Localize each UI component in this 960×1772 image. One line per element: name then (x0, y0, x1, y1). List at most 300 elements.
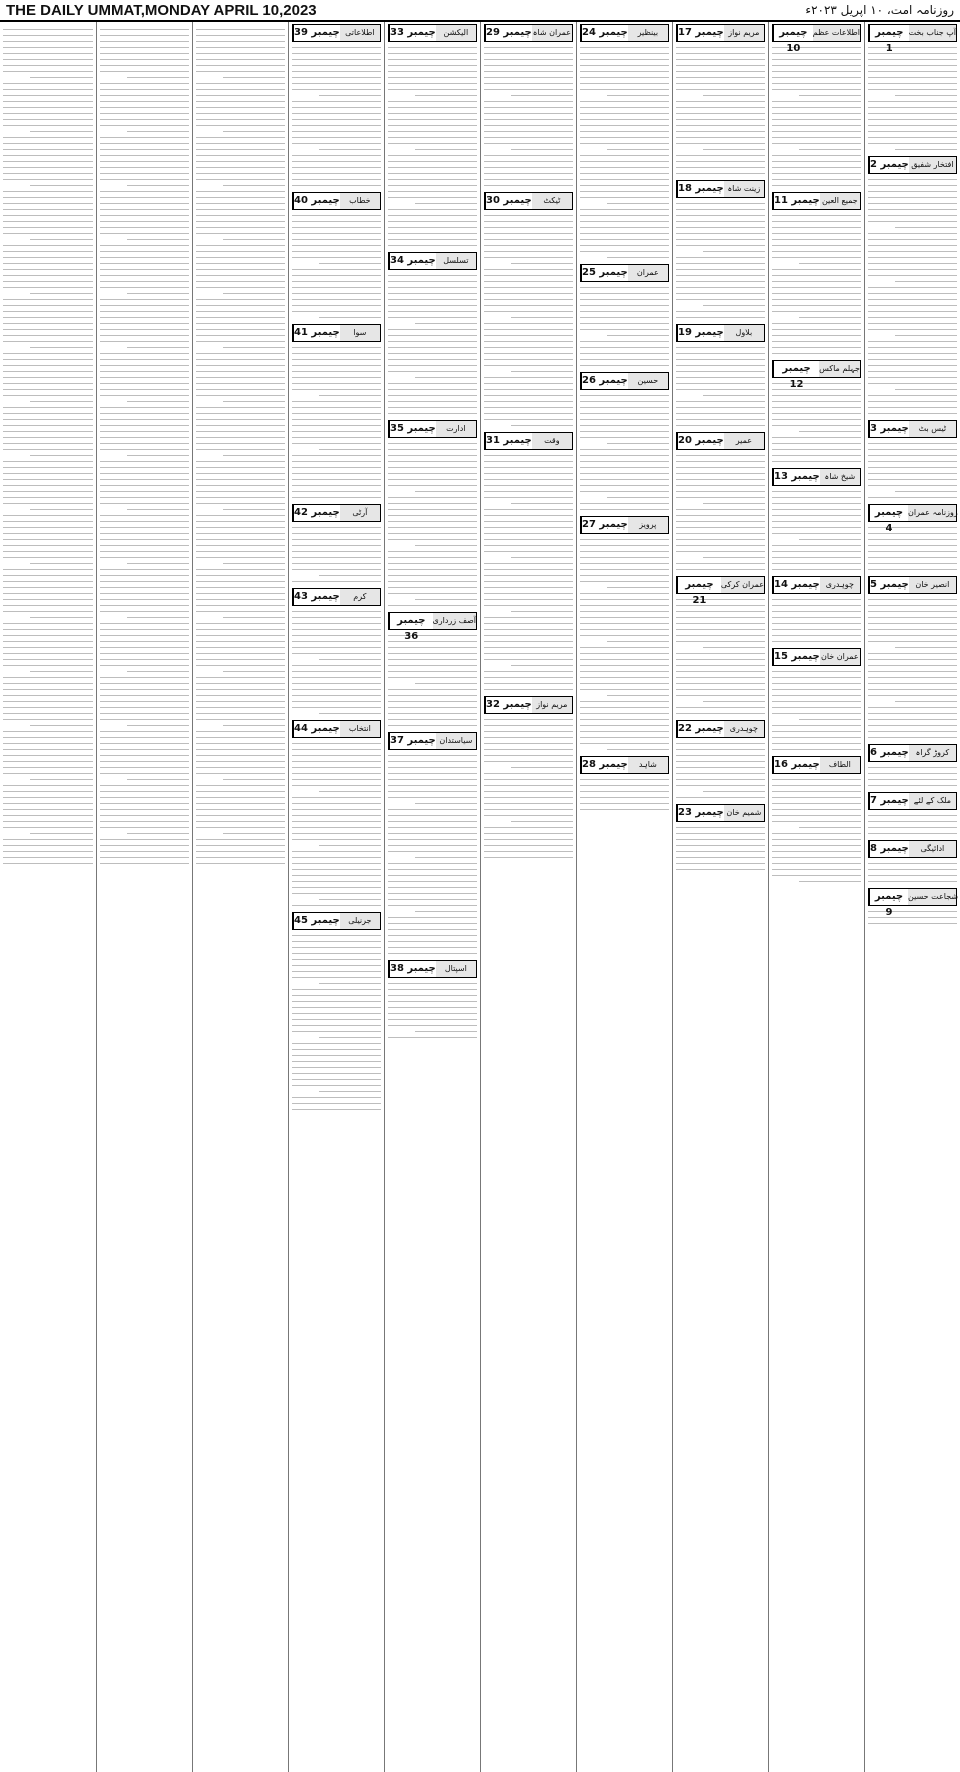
text-line (868, 323, 957, 324)
item-number: چیمبر 7 (869, 793, 909, 809)
text-line (868, 773, 957, 774)
text-line (292, 761, 381, 762)
text-line (223, 347, 285, 348)
text-line (196, 581, 285, 582)
text-line (388, 341, 477, 342)
news-item (676, 576, 765, 714)
text-line (868, 659, 957, 660)
text-line (868, 59, 957, 60)
text-line (388, 1025, 477, 1026)
item-badge (580, 756, 669, 774)
item-number: چیمبر 37 (389, 733, 436, 749)
news-item (676, 804, 765, 870)
article-text-lines (868, 47, 957, 150)
text-line (676, 641, 765, 642)
text-line (703, 305, 765, 306)
text-line (3, 815, 93, 816)
text-line (868, 257, 957, 258)
article-text-lines (772, 383, 861, 462)
news-item (292, 504, 381, 582)
text-line (388, 347, 477, 348)
text-line (100, 569, 189, 570)
text-line (3, 317, 93, 318)
text-line (484, 215, 573, 216)
item-title: چوہدری (825, 580, 854, 589)
text-line (388, 53, 477, 54)
text-line (580, 491, 669, 492)
text-line (676, 293, 765, 294)
text-line (388, 695, 477, 696)
text-line (100, 857, 189, 858)
text-line (196, 341, 285, 342)
text-line (196, 215, 285, 216)
item-number: چیمبر 5 (869, 577, 909, 593)
text-line (196, 785, 285, 786)
text-line (292, 707, 381, 708)
text-line (772, 395, 861, 396)
text-line (292, 305, 381, 306)
text-line (868, 131, 957, 132)
text-line (196, 377, 285, 378)
text-line (580, 683, 669, 684)
text-line (484, 113, 573, 114)
text-line (127, 401, 189, 402)
text-line (3, 653, 93, 654)
text-line (292, 1043, 381, 1044)
text-line (772, 797, 861, 798)
text-line (676, 479, 765, 480)
text-line (484, 851, 573, 852)
text-line (580, 743, 669, 744)
text-line (196, 851, 285, 852)
article-text-lines (772, 599, 861, 642)
text-line (484, 461, 573, 462)
text-line (772, 689, 861, 690)
item-title: کرم (353, 592, 367, 601)
urdu-masthead: روزنامہ امت، ۱۰ اپریل ۲۰۲۳ء (805, 3, 954, 17)
item-number: چیمبر 42 (293, 505, 340, 521)
item-title: زینت شاہ (727, 184, 761, 193)
text-line (607, 641, 669, 642)
text-line (772, 671, 861, 672)
text-line (868, 413, 957, 414)
news-item (868, 840, 957, 882)
text-line (292, 971, 381, 972)
text-line (772, 53, 861, 54)
text-line (292, 779, 381, 780)
text-line (484, 647, 573, 648)
text-line (868, 371, 957, 372)
text-line (580, 713, 669, 714)
text-line (388, 581, 477, 582)
text-line (868, 71, 957, 72)
text-line (100, 629, 189, 630)
item-badge (772, 648, 861, 666)
text-line (196, 479, 285, 480)
text-line (292, 173, 381, 174)
text-line (196, 431, 285, 432)
text-line (100, 371, 189, 372)
text-line (319, 263, 381, 264)
news-item (772, 648, 861, 750)
article-text-lines (484, 719, 573, 858)
text-line (388, 935, 477, 936)
text-line (292, 995, 381, 996)
text-line (580, 179, 669, 180)
news-item (676, 324, 765, 426)
item-badge (676, 720, 765, 738)
text-line (100, 713, 189, 714)
text-line (580, 653, 669, 654)
text-line (388, 227, 477, 228)
item-number: چیمبر 23 (677, 805, 724, 821)
news-item (484, 432, 573, 690)
text-line (607, 749, 669, 750)
text-line (3, 845, 93, 846)
text-line (484, 401, 573, 402)
news-item (868, 888, 957, 924)
text-line (676, 569, 765, 570)
text-line (868, 317, 957, 318)
text-line (772, 419, 861, 420)
text-line (676, 209, 765, 210)
text-line (100, 71, 189, 72)
text-line (676, 311, 765, 312)
text-line (868, 779, 957, 780)
text-line (292, 257, 381, 258)
newspaper-page (0, 22, 960, 1772)
text-line (196, 545, 285, 546)
text-line (3, 743, 93, 744)
text-line (292, 89, 381, 90)
text-line (3, 437, 93, 438)
text-line (511, 149, 573, 150)
text-line (3, 149, 93, 150)
text-line (676, 497, 765, 498)
text-line (3, 527, 93, 528)
text-line (676, 713, 765, 714)
text-line (388, 689, 477, 690)
text-line (292, 851, 381, 852)
text-line (415, 911, 477, 912)
text-line (3, 83, 93, 84)
text-line (703, 701, 765, 702)
text-line (292, 965, 381, 966)
text-line (895, 491, 957, 492)
text-line (772, 257, 861, 258)
text-line (223, 509, 285, 510)
text-line (3, 461, 93, 462)
article-text-lines (868, 815, 957, 834)
text-line (100, 233, 189, 234)
text-line (580, 239, 669, 240)
text-line (319, 713, 381, 714)
text-line (388, 299, 477, 300)
item-number: چیمبر 34 (389, 253, 436, 269)
text-line (676, 857, 765, 858)
text-line (3, 791, 93, 792)
text-line (100, 677, 189, 678)
text-line (772, 293, 861, 294)
text-line (580, 167, 669, 168)
text-line (895, 281, 957, 282)
text-line (3, 707, 93, 708)
text-line (607, 149, 669, 150)
text-line (3, 827, 93, 828)
text-line (100, 119, 189, 120)
text-line (676, 227, 765, 228)
text-line (3, 197, 93, 198)
text-line (3, 605, 93, 606)
text-line (292, 755, 381, 756)
text-line (772, 875, 861, 876)
text-line (3, 245, 93, 246)
item-title: عمران کرکی (720, 580, 764, 589)
text-line (388, 155, 477, 156)
text-line (100, 137, 189, 138)
text-line (388, 395, 477, 396)
text-line (772, 389, 861, 390)
text-line (292, 947, 381, 948)
text-line (868, 605, 957, 606)
item-badge (292, 504, 381, 522)
article-text-lines (676, 743, 765, 798)
text-line (772, 437, 861, 438)
text-line (580, 665, 669, 666)
text-line (772, 455, 861, 456)
text-line (868, 341, 957, 342)
text-line (196, 743, 285, 744)
text-line (580, 347, 669, 348)
text-line (196, 365, 285, 366)
text-line (3, 119, 93, 120)
news-column (0, 22, 96, 1772)
text-line (895, 149, 957, 150)
text-line (196, 101, 285, 102)
text-line (292, 47, 381, 48)
text-line (388, 65, 477, 66)
text-line (799, 719, 861, 720)
text-line (868, 533, 957, 534)
text-line (676, 707, 765, 708)
news-item (388, 420, 477, 606)
item-number: چیمبر 31 (485, 433, 532, 449)
text-line (292, 83, 381, 84)
text-line (388, 521, 477, 522)
text-line (868, 683, 957, 684)
item-title: انصیر خان (915, 580, 950, 589)
text-line (100, 197, 189, 198)
text-line (772, 779, 861, 780)
text-line (868, 719, 957, 720)
text-line (292, 641, 381, 642)
text-line (895, 389, 957, 390)
text-line (196, 263, 285, 264)
text-line (772, 221, 861, 222)
text-line (196, 65, 285, 66)
text-line (292, 77, 381, 78)
text-line (388, 647, 477, 648)
text-line (484, 515, 573, 516)
text-line (772, 275, 861, 276)
text-line (100, 299, 189, 300)
text-line (799, 539, 861, 540)
text-line (3, 497, 93, 498)
text-line (580, 539, 669, 540)
text-line (100, 425, 189, 426)
text-line (415, 857, 477, 858)
text-line (580, 101, 669, 102)
text-line (676, 467, 765, 468)
text-line (30, 239, 93, 240)
text-line (30, 833, 93, 834)
item-title: ٹیس بٹ (918, 424, 947, 433)
news-item (772, 360, 861, 462)
text-line (676, 371, 765, 372)
text-line (196, 599, 285, 600)
text-line (292, 251, 381, 252)
text-line (580, 779, 669, 780)
text-line (676, 689, 765, 690)
text-line (580, 311, 669, 312)
text-line (196, 665, 285, 666)
text-line (388, 359, 477, 360)
text-line (100, 221, 189, 222)
text-line (772, 161, 861, 162)
text-line (388, 473, 477, 474)
text-line (484, 419, 573, 420)
text-line (292, 665, 381, 666)
text-line (415, 803, 477, 804)
text-line (484, 167, 573, 168)
text-line (676, 263, 765, 264)
item-number: چیمبر 11 (773, 193, 820, 209)
text-line (772, 305, 861, 306)
article-text-lines (196, 29, 285, 864)
item-number: چیمبر 1 (869, 25, 909, 41)
text-line (292, 239, 381, 240)
text-line (100, 839, 189, 840)
text-line (580, 209, 669, 210)
text-line (388, 245, 477, 246)
text-line (3, 599, 93, 600)
text-line (100, 335, 189, 336)
text-line (3, 839, 93, 840)
text-line (388, 1019, 477, 1020)
text-line (868, 89, 957, 90)
text-line (292, 167, 381, 168)
text-line (388, 893, 477, 894)
text-line (3, 587, 93, 588)
item-number: چیمبر 14 (773, 577, 820, 593)
text-line (484, 275, 573, 276)
text-line (580, 701, 669, 702)
text-line (292, 839, 381, 840)
item-title: آصف زرداری (432, 616, 476, 625)
text-line (868, 53, 957, 54)
text-line (676, 473, 765, 474)
text-line (3, 557, 93, 558)
text-line (868, 137, 957, 138)
article-text-lines (676, 599, 765, 714)
text-line (772, 227, 861, 228)
text-line (388, 443, 477, 444)
text-line (580, 557, 669, 558)
text-line (484, 533, 573, 534)
text-line (100, 827, 189, 828)
text-line (3, 215, 93, 216)
text-line (772, 821, 861, 822)
text-line (676, 359, 765, 360)
text-line (868, 917, 957, 918)
text-line (292, 455, 381, 456)
text-line (196, 485, 285, 486)
text-line (415, 203, 477, 204)
text-line (772, 557, 861, 558)
text-line (292, 767, 381, 768)
article-text-lines (388, 443, 477, 606)
text-line (196, 389, 285, 390)
item-title: بلاول (735, 328, 753, 337)
text-line (868, 689, 957, 690)
text-line (772, 563, 861, 564)
text-line (868, 275, 957, 276)
text-line (484, 599, 573, 600)
text-line (484, 491, 573, 492)
text-line (388, 533, 477, 534)
text-line (3, 539, 93, 540)
text-line (196, 521, 285, 522)
text-line (100, 413, 189, 414)
text-line (319, 845, 381, 846)
text-line (580, 173, 669, 174)
text-line (388, 47, 477, 48)
text-line (3, 89, 93, 90)
text-line (484, 845, 573, 846)
text-line (580, 551, 669, 552)
text-line (772, 407, 861, 408)
text-line (868, 383, 957, 384)
text-line (196, 821, 285, 822)
text-line (319, 449, 381, 450)
text-line (772, 269, 861, 270)
text-line (3, 209, 93, 210)
text-line (100, 95, 189, 96)
article-text-lines (676, 827, 765, 870)
text-line (3, 731, 93, 732)
item-title: خطاب (349, 196, 371, 205)
text-line (388, 371, 477, 372)
text-line (196, 41, 285, 42)
text-line (388, 863, 477, 864)
text-line (100, 821, 189, 822)
text-line (196, 695, 285, 696)
text-line (100, 863, 189, 864)
text-line (292, 683, 381, 684)
text-line (100, 227, 189, 228)
item-badge (772, 360, 861, 390)
text-line (772, 323, 861, 324)
text-line (772, 71, 861, 72)
text-line (100, 491, 189, 492)
text-line (292, 377, 381, 378)
news-item (580, 756, 669, 810)
text-line (388, 593, 477, 594)
text-line (580, 785, 669, 786)
text-line (100, 737, 189, 738)
text-line (100, 203, 189, 204)
text-line (196, 437, 285, 438)
